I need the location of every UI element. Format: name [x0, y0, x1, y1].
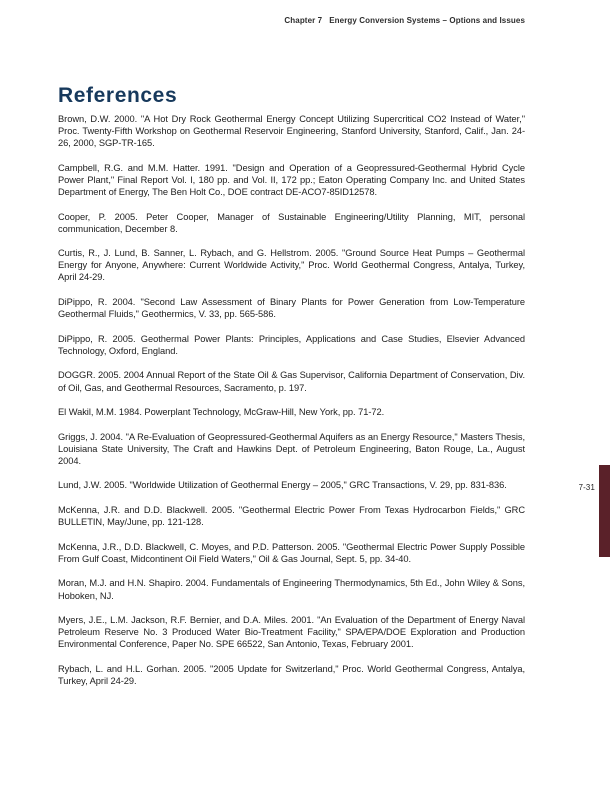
chapter-tab-marker	[599, 465, 610, 557]
reference-entry: Lund, J.W. 2005. "Worldwide Utilization of Geothermal Energy – 2005," GRC Transactions, V. 29, pp. 831-836.	[58, 480, 507, 491]
reference-entry: Rybach, L. and H.L. Gorhan. 2005. "2005 Update for Switzerland," Proc. World Geothermal Congress, Antalya, Turkey, April 24-29.	[58, 663, 525, 686]
reference-entry: Curtis, R., J. Lund, B. Sanner, L. Rybach, and G. Hellstrom. 2005. "Ground Source Heat Pumps – Geothermal Energy for Anyone, Anywhere: Current Worldwide Activity," Proc. World Geothermal Congress, Antalya, Turkey, April 24-29.	[58, 248, 525, 283]
page-number: 7-31	[578, 483, 595, 492]
running-header	[284, 16, 525, 25]
reference-entry: Moran, M.J. and H.N. Shapiro. 2004. Fundamentals of Engineering Thermodynamics, 5th Ed., John Wiley & Sons, Hoboken, NJ.	[58, 578, 525, 601]
reference-entry: Campbell, R.G. and M.M. Hatter. 1991. "Design and Operation of a Geopressured-Geothermal Hybrid Cycle Power Plant," Final Report Vol. I, 180 pp. and Vol. II, 172 pp.; Eaton Operating Company Inc. and United States Department of Energy, The Ben Holt Co., DOE contract DE-ACO7-85ID12578.	[58, 162, 525, 197]
reference-entry: McKenna, J.R., D.D. Blackwell, C. Moyes, and P.D. Patterson. 2005. "Geothermal Electric Power Supply Possible From Gulf Coast, Midcontinent Oil Field Waters," Oil & Gas Journal, Sept. 5, pp. 34-40.	[58, 541, 525, 564]
running-header-section: Energy Conversion Systems – Options and Issues	[329, 16, 525, 25]
reference-entry: Griggs, J. 2004. "A Re-Evaluation of Geopressured-Geothermal Aquifers as an Energy Resource," Masters Thesis, Louisiana State University, The Craft and Hawkins Dept. of Petroleum Engineering, Baton Rouge, La., August 2004.	[58, 431, 525, 466]
reference-entry: El Wakil, M.M. 1984. Powerplant Technology, McGraw-Hill, New York, pp. 71-72.	[58, 407, 385, 418]
reference-entry: McKenna, J.R. and D.D. Blackwell. 2005. "Geothermal Electric Power From Texas Hydrocarbon Fields," GRC BULLETIN, May/June, pp. 121-128.	[58, 505, 525, 528]
reference-entry: Myers, J.E., L.M. Jackson, R.F. Bernier, and D.A. Miles. 2001. "An Evaluation of the Department of Energy Naval Petroleum Reserve No. 3 Produced Water Bio-Treatment Facility," SPA/EPA/DOE Exploration and Production Environmental Conference, Paper No. SPE 66522, San Antonio, Texas, February 2001.	[58, 615, 525, 650]
reference-entry: DiPippo, R. 2005. Geothermal Power Plants: Principles, Applications and Case Studies, Elsevier Advanced Technology, Oxford, England.	[58, 333, 525, 356]
running-header-chapter: Chapter 7	[284, 16, 323, 25]
references-list	[58, 113, 525, 700]
reference-entry: DiPippo, R. 2004. "Second Law Assessment of Binary Plants for Power Generation from Low-Temperature Geothermal Fluids," Geothermics, V. 33, pp. 565-586.	[58, 297, 525, 320]
page-title: References	[58, 84, 178, 107]
reference-entry: Brown, D.W. 2000. "A Hot Dry Rock Geothermal Energy Concept Utilizing Supercritical CO2 Instead of Water," Proc. Twenty-Fifth Workshop on Geothermal Reservoir Engineering, Stanford University, Stanford, Calif., Jan. 24-26, 2000, SGP-TR-165.	[58, 114, 525, 149]
reference-entry: DOGGR. 2005. 2004 Annual Report of the State Oil & Gas Supervisor, California Department of Conservation, Div. of Oil, Gas, and Geothermal Resources, Sacramento, p. 197.	[58, 370, 525, 393]
reference-entry: Cooper, P. 2005. Peter Cooper, Manager of Sustainable Engineering/Utility Planning, MIT, personal communication, December 8.	[58, 211, 525, 234]
